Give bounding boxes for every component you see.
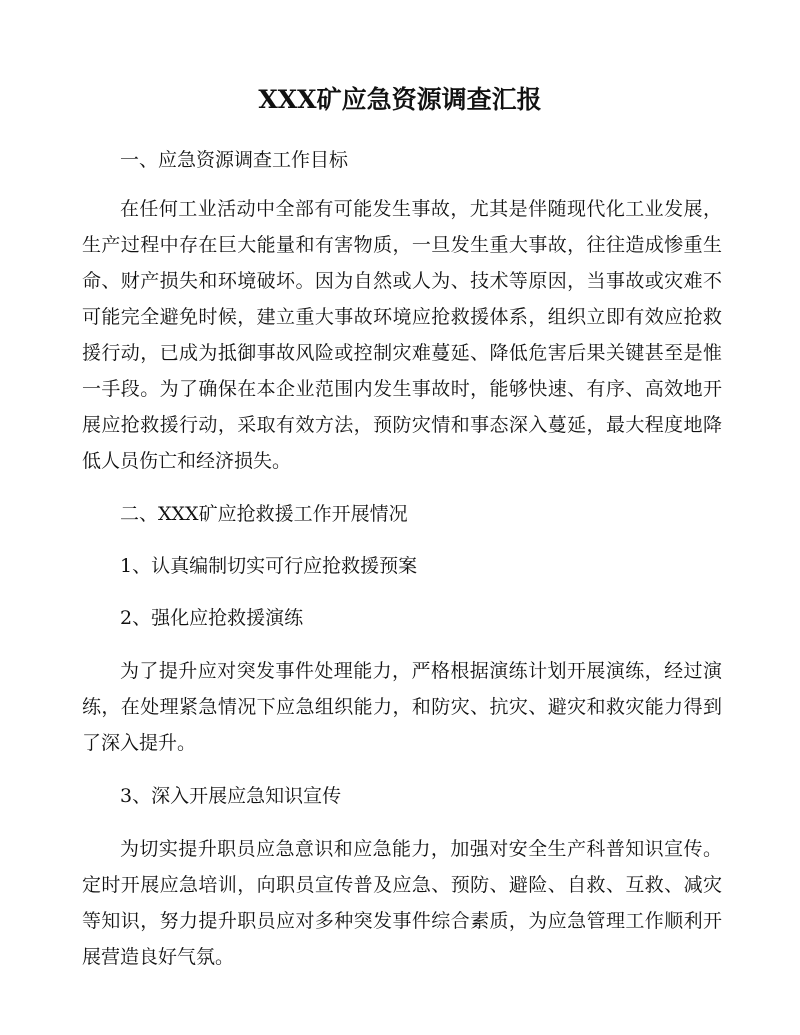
paragraph-goal: 在任何工业活动中全部有可能发生事故，尤其是伴随现代化工业发展，生产过程中存在巨大能量和有害物质，一旦发生重大事故，往往造成惨重生命、财产损失和环境破坏。因为自然或人为、技术等原因，当事故或灾难不可能完全避免时候，建立重大事故环境应抢救援体系，组织立即有效应抢救援行动，已成为抵御事故风险或控制灾难蔓延、降低危害后果关键甚至是惟一手段。为了确保在本企业范围内发生事故时，能够快速、有序、高效地开展应抢救援行动，采取有效方法，预防灾情和事态深入蔓延，最大程度地降低人员伤亡和经济损失。 xyxy=(82,198,722,472)
paragraph-publicity: 为切实提升职员应急意识和应急能力，加强对安全生产科普知识宣传。定时开展应急培训，向职员宣传普及应急、预防、避险、自救、互救、减灾等知识，努力提升职员应对多种突发事件综合素质，为应急管理工作顺利开展营造良好气氛。 xyxy=(82,838,722,968)
document-body xyxy=(82,139,722,975)
subheading-publicity: 3、深入开展应急知识宣传 xyxy=(120,785,342,807)
section-heading-goal: 一、应急资源调查工作目标 xyxy=(120,149,349,171)
document-title: XXX矿应急资源调查汇报 xyxy=(258,85,542,114)
section-heading-status: 二、XXX矿应抢救援工作开展情况 xyxy=(120,503,408,525)
paragraph-drill: 为了提升应对突发事件处理能力，严格根据演练计划开展演练，经过演练，在处理紧急情况下应急组织能力，和防灾、抗灾、避灾和救灾能力得到了深入提升。 xyxy=(82,660,722,754)
subheading-drill: 2、强化应抢救援演练 xyxy=(120,607,304,629)
subheading-plan: 1、认真编制切实可行应抢救援预案 xyxy=(120,555,418,577)
